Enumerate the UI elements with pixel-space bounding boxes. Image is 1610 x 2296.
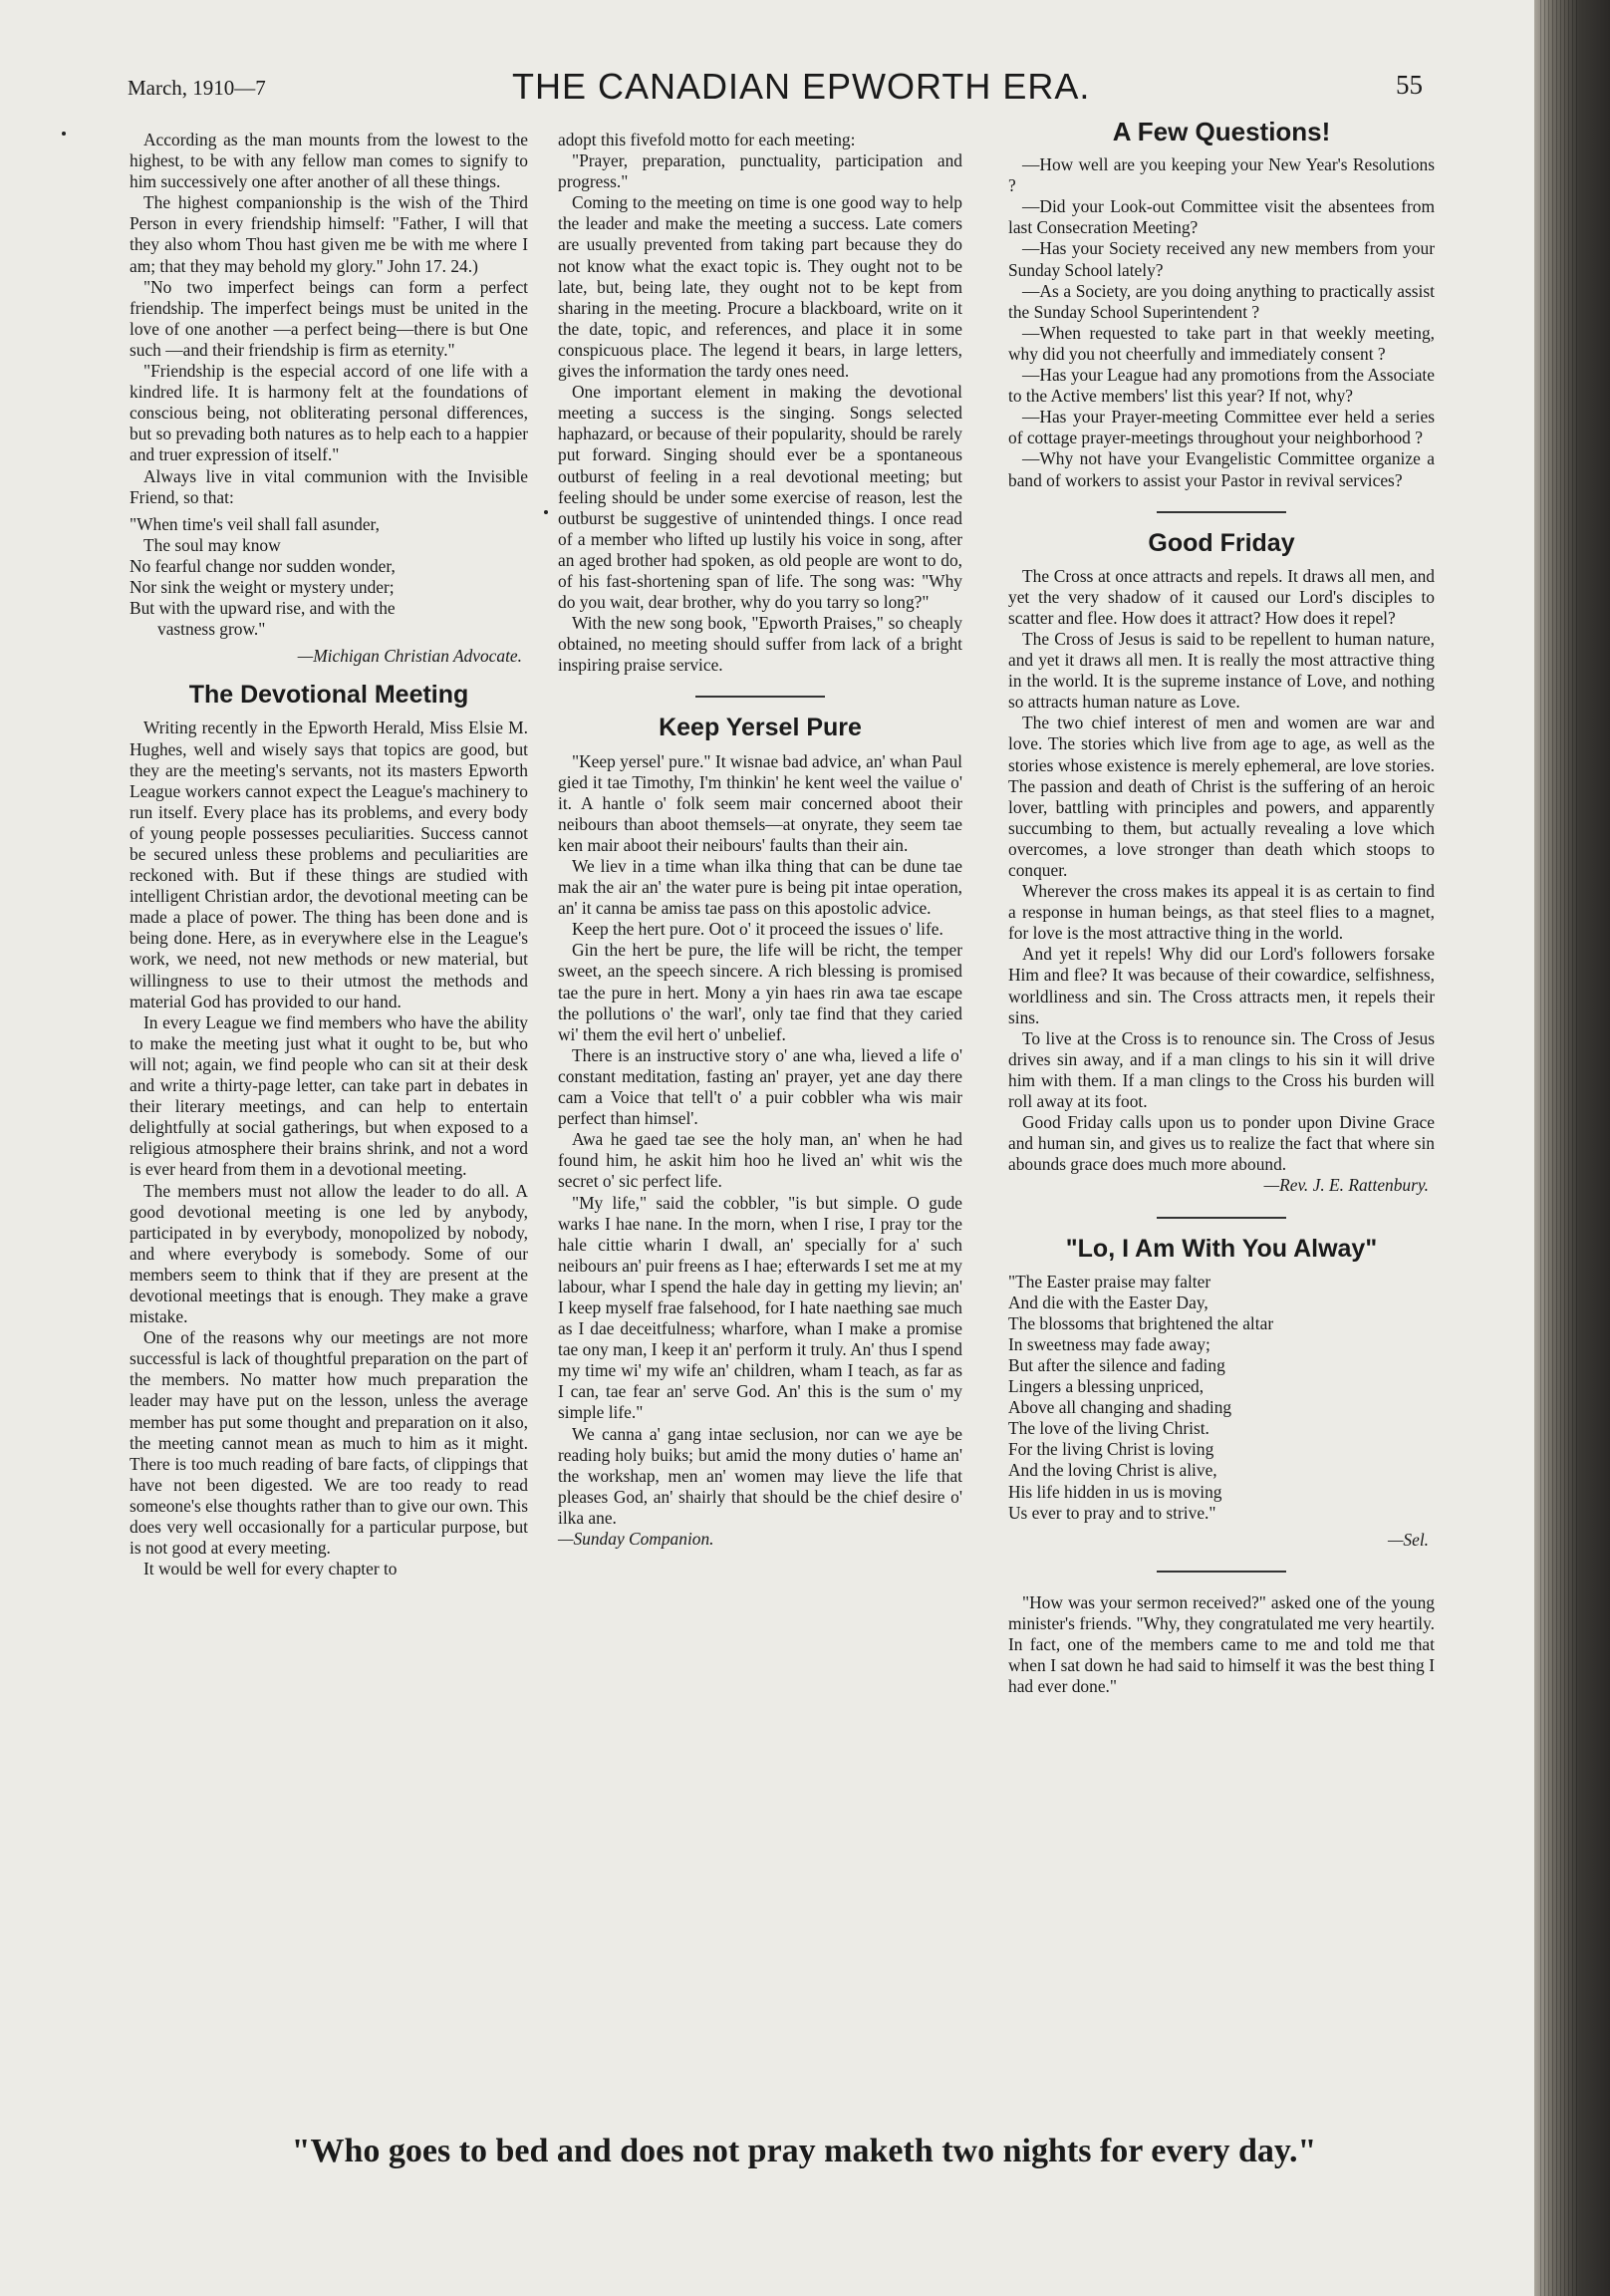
paragraph: The Cross at once attracts and repels. It draws all men, and yet the very shadow of it caused our Lord's disciples to scatter and flee. How does it attract? How does it repel? <box>1008 565 1435 628</box>
question-item: —Has your League had any promotions from the Associate to the Active members' list this year? If not, why? <box>1008 365 1435 407</box>
paragraph: The highest companionship is the wish of the Third Person in every friendship himself: "Father, I will that they also whom Thou hast given me be with me where I am; that they may behold my glory." John 17. 24.) <box>130 192 528 276</box>
paragraph: We canna a' gang intae seclusion, nor can we aye be reading holy buiks; but amid the mony duties o' hame an' the workshap, men an' women may lieve the life that pleases God, an' shairly that should be the chief desire o' ilka ane. <box>558 1423 962 1528</box>
paragraph: "Prayer, preparation, punctuality, participation and progress." <box>558 150 962 192</box>
poem-line: Us ever to pray and to strive." <box>1008 1502 1216 1523</box>
paragraph: adopt this fivefold motto for each meeting: <box>558 130 856 149</box>
question-item: —How well are you keeping your New Year's Resolutions ? <box>1008 154 1435 196</box>
poem-line: Above all changing and shading <box>1008 1397 1232 1418</box>
issue-date: March, 1910—7 <box>128 76 266 100</box>
paragraph: The members must not allow the leader to do all. A good devotional meeting is one led by anybody, participated in by everybody, monopolized by nobody, and where everybody is somebody. Some of our members seem to think that if they are present at the devotional meetings that is enough. They make a grave mistake. <box>130 1180 528 1327</box>
paragraph: According as the man mounts from the lowest to the highest, to be with any fellow man comes to signify to him successively one after another of all these things. <box>130 130 528 192</box>
paragraph: "Keep yersel' pure." It wisnae bad advice, an' whan Paul gied it tae Timothy, I'm thinkin' he kent weel the vailue o' it. A hantle o' folk seem mair concerned aboot their neibours than aboot themsels—at onyrate, they seem tae ken mair aboot their neibours' faults than their ain. <box>558 750 962 855</box>
section-divider <box>1157 511 1286 513</box>
poem-line: But after the silence and fading <box>1008 1354 1225 1375</box>
poem-line: vastness grow." <box>157 619 266 640</box>
ink-speck <box>62 132 66 136</box>
paragraph: To live at the Cross is to renounce sin. The Cross of Jesus drives sin away, and if a man clings to his sin it will drive him with them. If a man clings to the Cross his burden will roll away at its foot. <box>1008 1027 1435 1112</box>
poem-line: Nor sink the weight or mystery under; <box>130 576 395 597</box>
paragraph: Awa he gaed tae see the holy man, an' when he had found him, he askit him hoo he lived an' whit wis the secret o' sic perfect life. <box>558 1129 962 1192</box>
poem-line: Lingers a blessing unpriced, <box>1008 1376 1205 1397</box>
poem-line: But with the upward rise, and with the <box>130 598 396 619</box>
poem-line: For the living Christ is loving <box>1008 1439 1214 1460</box>
article-heading: Keep Yersel Pure <box>659 714 862 742</box>
poem-line: And the loving Christ is alive, <box>1008 1460 1217 1481</box>
poem-line: "When time's veil shall fall asunder, <box>130 513 381 534</box>
poem-line: His life hidden in us is moving <box>1008 1481 1222 1502</box>
paragraph: With the new song book, "Epworth Praises," so cheaply obtained, no meeting should suffer from lack of a bright inspiring praise service. <box>558 613 962 676</box>
article-heading: A Few Questions! <box>1112 117 1331 146</box>
paragraph: There is an instructive story o' ane wha, lieved a life o' constant meditation, fasting an' prayer, yet ane day there cam a Voice that tell't o' a puir cobbler wha wis mair perfect than himsel'. <box>558 1044 962 1129</box>
poem-line: The blossoms that brightened the altar <box>1008 1312 1274 1333</box>
poem-line: And die with the Easter Day, <box>1008 1292 1208 1312</box>
section-divider <box>695 696 825 698</box>
column-1 <box>130 130 528 1579</box>
paragraph: "Friendship is the especial accord of one life with a kindred life. It is harmony felt at the foundations of conscious being, not obliterating personal differences, but so prevading both natures as to help each to a happier and truer expression of itself." <box>130 361 528 465</box>
paragraph: Always live in vital communion with the Invisible Friend, so that: <box>130 465 528 507</box>
paragraph: One of the reasons why our meetings are not more successful is lack of thoughtful preparation on the part of the members. No matter how much preparation the leader may have put on the lesson, unless the average member has put some thought and preparation on it also, the meeting cannot mean as much to him as it might. There is too much reading of bare facts, of clippings that have not been digested. We are too ready to read someone's else thoughts rather than to give our own. This does very well occasionally for a particular purpose, but is not good at every meeting. <box>130 1327 528 1559</box>
source-credit: —Sel. <box>1387 1529 1429 1550</box>
question-item: —Has your Society received any new members from your Sunday School lately? <box>1008 238 1435 280</box>
column-2 <box>558 130 962 1550</box>
source-credit: —Michigan Christian Advocate. <box>297 646 522 667</box>
paragraph: And yet it repels! Why did our Lord's followers forsake Him and flee? It was because of their cowardice, selfishness, worldliness and sin. The Cross attracts men, it repels their sins. <box>1008 944 1435 1027</box>
paragraph: Writing recently in the Epworth Herald, Miss Elsie M. Hughes, well and wisely says that topics are good, but they are the meeting's servants, not its masters Epworth League workers cannot expect the League's machinery to run itself. Every place has its problems, and every body of young people possesses peculiarities. Success cannot be secured unless these problems and peculiarities are reckoned with. But if these things are studied with intelligent Christian ardor, the devotional meeting can be made a place of power. The thing has been done and is being done. Here, as in everywhere else in the League's work, we need, not new methods or new material, but willingness to use to their utmost the methods and material God has provided to our hand. <box>130 718 528 1011</box>
question-item: —Why not have your Evangelistic Committee organize a band of workers to assist your Pastor in revival services? <box>1008 448 1435 490</box>
paragraph: "How was your sermon received?" asked one of the young minister's friends. "Why, they congratulated me very heartily. In fact, one of the members came to me and told me that when I sat down he had said to himself it was the best thing I had ever done." <box>1008 1591 1435 1697</box>
paragraph: In every League we find members who have the ability to make the meeting just what it ought to be, but who will not; again, we find people who can sit at their desk and write a thirty-page letter, can take part in debates in their literary meetings, and can help to entertain delightfully at social gatherings, but when exposed to a religious atmosphere their brains shrink, and not a word is ever heard from them in a devotional meeting. <box>130 1011 528 1180</box>
page-number: 55 <box>1396 70 1423 100</box>
source-credit: —Sunday Companion. <box>558 1529 714 1549</box>
poem <box>1008 1272 1435 1524</box>
question-item: —Did your Look-out Committee visit the absentees from last Consecration Meeting? <box>1008 196 1435 238</box>
section-divider <box>1157 1571 1286 1573</box>
paragraph: Wherever the cross makes its appeal it is as certain to find a response in human beings, as that steel flies to a magnet, for love is the most attractive thing in the world. <box>1008 881 1435 944</box>
poem-line: The soul may know <box>143 534 281 555</box>
poem-line: "The Easter praise may falter <box>1008 1271 1211 1292</box>
paragraph: It would be well for every chapter to <box>143 1559 398 1579</box>
paragraph: Keep the hert pure. Oot o' it proceed the issues o' life. <box>572 919 943 940</box>
book-binding-edge <box>1534 0 1610 2296</box>
paragraph: "No two imperfect beings can form a perfect friendship. The imperfect beings must be united in the love of one another —a perfect being—there is but One such —and their friendship is firm as eternity." <box>130 276 528 360</box>
article-heading: The Devotional Meeting <box>188 681 469 710</box>
page-edges <box>1540 0 1580 2296</box>
poem <box>130 514 528 641</box>
ink-speck <box>544 510 548 514</box>
paragraph: The two chief interest of men and women are war and love. The stories which live from age to age, as well as the stories whose existence is merely ephemeral, are love stories. The passion and death of Christ is the suffering of an heroic lover, battling with principles and powers, and apparently succumbing to them, but actually revealing a love which overcomes, a love stronger than death which stoops to conquer. <box>1008 713 1435 880</box>
paragraph: The Cross of Jesus is said to be repellent to human nature, and yet it draws all men. It is really the most attractive thing in the world. It is the supreme instance of Love, and nothing so attracts human nature as Love. <box>1008 628 1435 713</box>
article-heading: "Lo, I Am With You Alway" <box>1065 1234 1378 1263</box>
article-heading: Good Friday <box>1148 528 1295 557</box>
paragraph: Coming to the meeting on time is one good way to help the leader and make the meeting a success. Late comers are usually prevented from taking part because they do not know what the exact topic is. They ought not to be late, but, being late, they ought not to be kept from sharing in the meeting. Procure a blackboard, write on it the date, topic, and references, and place it in some conspicuous place. The legend it bears, in large letters, gives the information the tardy ones need. <box>558 192 962 382</box>
column-3 <box>1008 117 1435 1697</box>
poem-line: In sweetness may fade away; <box>1008 1333 1210 1354</box>
section-divider <box>1157 1217 1286 1219</box>
paragraph: Gin the hert be pure, the life will be richt, the temper sweet, an the speech sincere. A rich blessing is promised tae the pure in hert. Mony a yin haes rin awa tae escape the pollutions o' the warl', only tae find that they caried wi' them the evil hert o' unbelief. <box>558 940 962 1044</box>
paragraph: "My life," said the cobbler, "is but simple. O gude warks I hae nane. In the morn, when I rise, I pray tor the hale cittie wharin I dwall, an' specially for a' such neibours an' puir freens as I hae; efterwards I set me at my labour, whar I spend the hale day in getting my lievin; an' I keep myself frae falsehood, for I hate naething sae much as I dae deceitfulness; wharfore, whan I make a promise tae ony man, I keep it an' perform it truly. An' thus I spend my time wi' my wife an' children, wham I teach, as far as I can, tae fear an' serve God. An' this is the sum o' my simple life." <box>558 1192 962 1423</box>
question-item: —When requested to take part in that weekly meeting, why did you not cheerfully and immediately consent ? <box>1008 322 1435 364</box>
publication-title: THE CANADIAN EPWORTH ERA. <box>512 66 1091 107</box>
poem-line: No fearful change nor sudden wonder, <box>130 555 396 576</box>
paragraph: We liev in a time whan ilka thing that can be dune tae mak the air an' the water pure is being pit intae operation, an' it canna be amiss tae pass on this apostolic advice. <box>558 856 962 919</box>
source-credit: —Rev. J. E. Rattenbury. <box>1263 1175 1429 1196</box>
question-item: —Has your Prayer-meeting Committee ever held a series of cottage prayer-meetings throughout your neighborhood ? <box>1008 407 1435 448</box>
page-header <box>128 66 1423 116</box>
question-item: —As a Society, are you doing anything to practically assist the Sunday School Superintendent ? <box>1008 280 1435 322</box>
paragraph: One important element in making the devotional meeting a success is the singing. Songs selected haphazard, or because of their popularity, should be rarely put forward. Singing should ever be a spontaneous outburst of feeling in a real devotional meeting; but feeling should be under some exercise of reason, lest the outburst be suggestive of unintended things. I once read of a member who lifted up lustily his voice in song, after an aged brother had spoken, as old people are wont to do, of his fast-shortening span of life. The song was: "Why do you wait, dear brother, why do you tarry so long?" <box>558 382 962 613</box>
footer-motto: "Who goes to bed and does not pray maketh two nights for every day." <box>291 2133 1317 2169</box>
poem-line: The love of the living Christ. <box>1008 1418 1209 1439</box>
paragraph: Good Friday calls upon us to ponder upon Divine Grace and human sin, and gives us to realize the fact that where sin abounds grace does much more abound. <box>1008 1112 1435 1175</box>
